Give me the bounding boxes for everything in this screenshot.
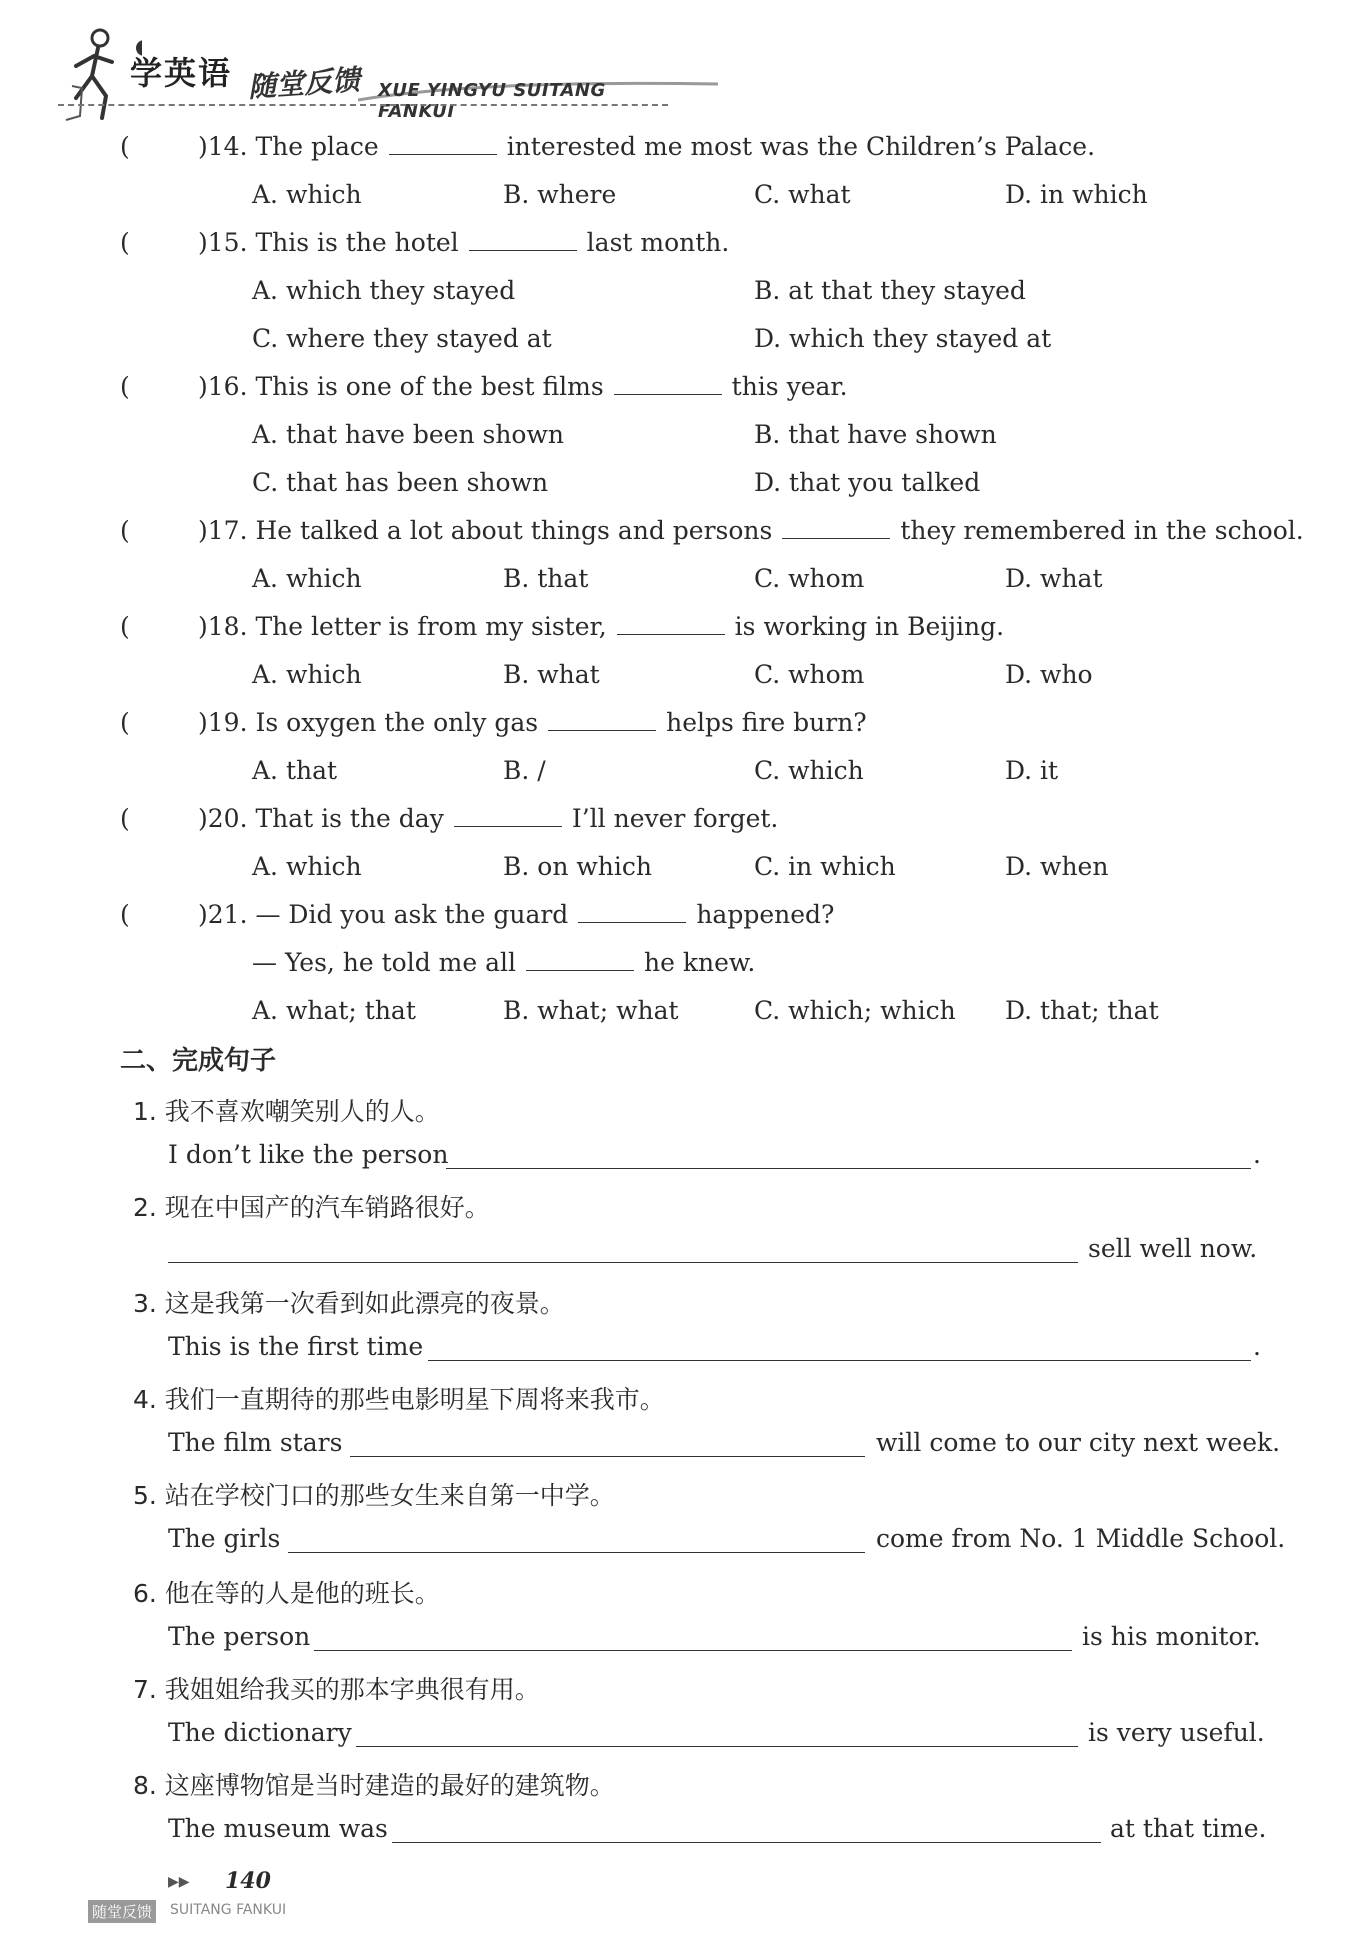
option: C. what: [754, 180, 851, 209]
option: D. when: [1005, 852, 1109, 881]
sentence-prompt-cn: 5. 站在学校门口的那些女生来自第一中学。: [133, 1481, 615, 1510]
option: A. that: [252, 756, 338, 785]
answer-blank[interactable]: [617, 614, 725, 635]
sentence-start: I don’t like the person: [168, 1140, 449, 1169]
sentence-prompt-cn: 2. 现在中国产的汽车销路很好。: [133, 1193, 490, 1222]
option: C. whom: [754, 564, 865, 593]
sentence-prompt-cn: 1. 我不喜欢嘲笑别人的人。: [133, 1097, 440, 1126]
option: A. which they stayed: [252, 276, 516, 305]
option: C. which; which: [754, 996, 956, 1025]
page-number: 140: [225, 1868, 271, 1894]
sentence-end: .: [1253, 1140, 1261, 1169]
option: B. that have shown: [754, 420, 997, 449]
sentence-prompt-cn: 4. 我们一直期待的那些电影明星下周将来我市。: [133, 1385, 665, 1414]
header-title-cn: 学英语: [130, 54, 233, 92]
page-header: [58, 18, 678, 128]
answer-blank[interactable]: [389, 134, 497, 155]
question-17: ( )17. He talked a lot about things and persons they remembered in the school.: [120, 516, 1304, 545]
header-title-en: XUE YINGYU SUITANG FANKUI: [378, 80, 606, 122]
sentence-end: at that time.: [1110, 1814, 1267, 1843]
option: C. in which: [754, 852, 896, 881]
option: D. who: [1005, 660, 1093, 689]
option: B. what; what: [503, 996, 679, 1025]
footer-label-en: SUITANG FANKUI: [170, 1902, 287, 1918]
option: A. which: [252, 180, 362, 209]
option: D. that; that: [1005, 996, 1159, 1025]
sentence-prompt-cn: 8. 这座博物馆是当时建造的最好的建筑物。: [133, 1771, 615, 1800]
question-20: ( )20. That is the day I’ll never forget.: [120, 804, 779, 833]
answer-line[interactable]: [350, 1456, 865, 1457]
option: A. what; that: [252, 996, 416, 1025]
answer-blank[interactable]: [469, 230, 577, 251]
option: A. which: [252, 852, 362, 881]
answer-blank[interactable]: [526, 950, 634, 971]
answer-line[interactable]: [168, 1262, 1078, 1263]
answer-blank[interactable]: [782, 518, 890, 539]
option: C. that has been shown: [252, 468, 549, 497]
header-divider: [58, 104, 668, 106]
question-14: ( )14. The place interested me most was the Children’s Palace.: [120, 132, 1096, 161]
footer-label-cn: 随堂反馈: [88, 1900, 156, 1923]
answer-line[interactable]: [314, 1650, 1072, 1651]
sentence-start: The museum was: [168, 1814, 388, 1843]
sentence-start: The dictionary: [168, 1718, 352, 1747]
option: D. that you talked: [754, 468, 981, 497]
sentence-start: The person: [168, 1622, 311, 1651]
option: D. which they stayed at: [754, 324, 1052, 353]
option: D. in which: [1005, 180, 1148, 209]
sentence-prompt-cn: 3. 这是我第一次看到如此漂亮的夜景。: [133, 1289, 565, 1318]
double-arrow-icon: ▶▶: [168, 1874, 190, 1890]
question-15: ( )15. This is the hotel last month.: [120, 228, 730, 257]
answer-blank[interactable]: [578, 902, 686, 923]
option: B. at that they stayed: [754, 276, 1026, 305]
sentence-end: come from No. 1 Middle School.: [876, 1524, 1286, 1553]
option: B. what: [503, 660, 600, 689]
option: C. where they stayed at: [252, 324, 552, 353]
option: C. which: [754, 756, 864, 785]
option: C. whom: [754, 660, 865, 689]
question-16: ( )16. This is one of the best films this year.: [120, 372, 848, 401]
question-18: ( )18. The letter is from my sister, is working in Beijing.: [120, 612, 1005, 641]
section-title: 二、完成句子: [120, 1046, 277, 1076]
option: A. that have been shown: [252, 420, 564, 449]
option: B. that: [503, 564, 589, 593]
sentence-start: The girls: [168, 1524, 281, 1553]
question-19: ( )19. Is oxygen the only gas helps fire burn?: [120, 708, 867, 737]
sentence-end: will come to our city next week.: [876, 1428, 1281, 1457]
answer-line[interactable]: [288, 1552, 865, 1553]
option: D. what: [1005, 564, 1103, 593]
option: B. /: [503, 756, 546, 785]
sentence-start: This is the first time: [168, 1332, 424, 1361]
sentence-end: sell well now.: [1088, 1234, 1258, 1263]
sentence-prompt-cn: 7. 我姐姐给我买的那本字典很有用。: [133, 1675, 540, 1704]
sentence-end: is very useful.: [1088, 1718, 1265, 1747]
answer-blank[interactable]: [454, 806, 562, 827]
question-21-line2: — Yes, he told me all he knew.: [252, 948, 756, 977]
sentence-end: is his monitor.: [1082, 1622, 1261, 1651]
option: B. where: [503, 180, 617, 209]
answer-line[interactable]: [446, 1168, 1251, 1169]
option: B. on which: [503, 852, 652, 881]
answer-blank[interactable]: [548, 710, 656, 731]
answer-blank[interactable]: [614, 374, 722, 395]
sentence-prompt-cn: 6. 他在等的人是他的班长。: [133, 1579, 440, 1608]
sentence-start: The film stars: [168, 1428, 343, 1457]
question-21: ( )21. — Did you ask the guard happened?: [120, 900, 835, 929]
header-subtitle-cn: 随堂反馈: [247, 63, 362, 104]
answer-line[interactable]: [356, 1746, 1078, 1747]
option: A. which: [252, 660, 362, 689]
option: D. it: [1005, 756, 1059, 785]
sentence-end: .: [1253, 1332, 1261, 1361]
option: A. which: [252, 564, 362, 593]
answer-line[interactable]: [428, 1360, 1251, 1361]
answer-line[interactable]: [392, 1842, 1101, 1843]
